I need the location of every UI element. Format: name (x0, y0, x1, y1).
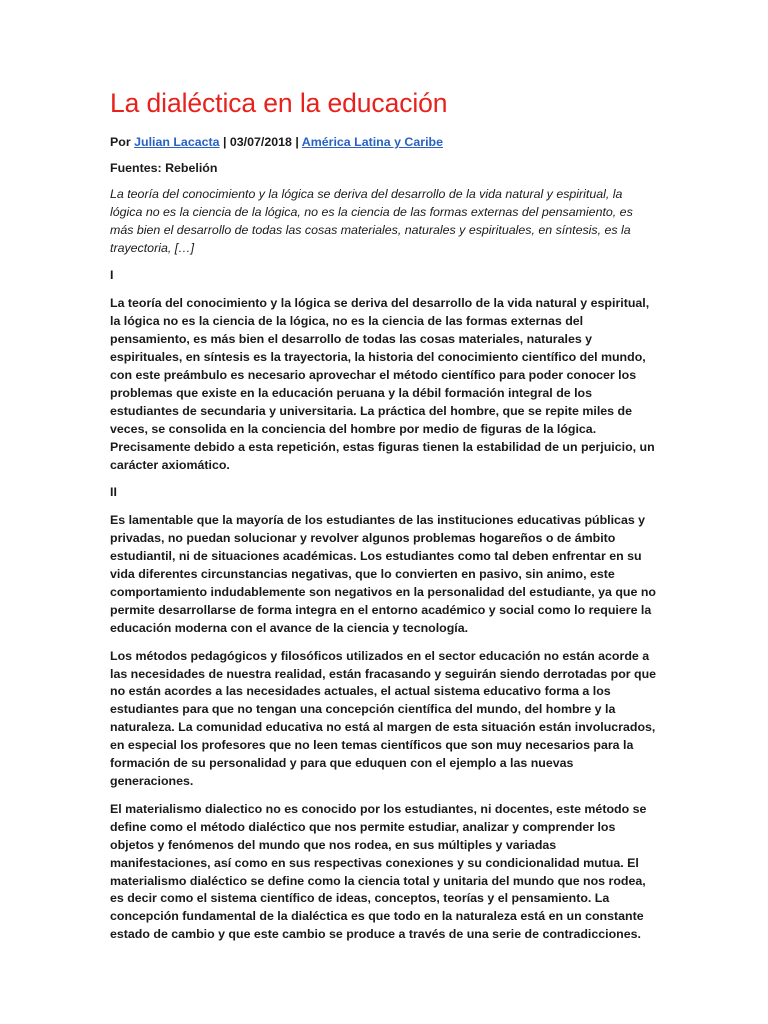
sources-line: Fuentes: Rebelión (110, 160, 218, 175)
byline-separator: | (291, 135, 302, 149)
paragraph-1: La teoría del conocimiento y la lógica se deriva del desarrollo de la vida natural y espiritual, la lógica no es la ciencia de la lógica, no es la ciencia de las formas externas del pensamiento, es más bien el desarrollo de todas las cosas materiales, naturales y espirituales, en síntesis es la trayectoria, la historia del conocimiento científico del mundo, con este preámbulo es necesario aprovechar el método científico para poder conocer los problemas que existe en la educación peruana y la débil formación integral de los estudiantes de secundaria y universitaria. La práctica del hombre, que se repite miles de veces, se consolida en la conciencia del hombre por medio de figuras de la lógica. Precisamente debido a esta repetición, estas figuras tienen la estabilidad de un perjuicio, un carácter axiomático. (110, 296, 655, 472)
article-excerpt: La teoría del conocimiento y la lógica se deriva del desarrollo de la vida natural y espiritual, la lógica no es la ciencia de la lógica, no es la ciencia de las formas externas del pensamiento, es más bien el desarrollo de todas las cosas materiales, naturales y espirituales, en síntesis, es la trayectoria, […] (110, 186, 633, 255)
byline (110, 134, 658, 152)
author-link[interactable]: Julian Lacacta (134, 135, 220, 149)
publish-date: 03/07/2018 (229, 135, 292, 149)
byline-prefix: Por (110, 135, 135, 149)
paragraph-4: El materialismo dialectico no es conocido por los estudiantes, ni docentes, este método se define como el método dialéctico que nos permite estudiar, analizar y comprender los objetos y fenómenos del mundo que nos rodea, en sus múltiples y variadas manifestaciones, así como en sus respectivas conexiones y su condicionalidad mutua. El materialismo dialéctico se define como la ciencia total y unitaria del mundo que nos rodea, es decir como el sistema científico de ideas, conceptos, teorías y el pensamiento. La concepción fundamental de la dialéctica es que todo en la naturaleza está en un constante estado de cambio y que este cambio se produce a través de una serie de contradicciones. (110, 801, 647, 942)
section-heading-2: II (110, 485, 117, 500)
paragraph-2: Es lamentable que la mayoría de los estudiantes de las instituciones educativas públicas y privadas, no puedan solucionar y revolver algunos problemas hogareños o de ámbito estudiantil, ni de situaciones académicas. Los estudiantes como tal deben enfrentar en su vida diferentes circunstancias negativas, que lo convierten en pasivo, sin animo, este comportamiento indudablemente son negativos en la personalidad del estudiante, ya que no permite desarrollarse de forma integra en el entorno académico y social como lo requiere la educación moderna con el avance de la ciencia y tecnología. (110, 513, 656, 635)
section-heading-1: I (110, 268, 114, 283)
paragraph-3: Los métodos pedagógicos y filosóficos utilizados en el sector educación no están acorde a las necesidades de nuestra realidad, están fracasando y seguirán siendo derrotadas por que no están acordes a las necesidades actuales, el actual sistema educativo forma a los estudiantes para que no tengan una concepción científica del mundo, del hombre y la naturaleza. La comunidad educativa no está al margen de esta situación están involucrados, en especial los profesores que no leen temas científicos que son muy necesarios para la formación de su personalidad y para que eduquen con el ejemplo a las nuevas generaciones. (110, 648, 657, 788)
category-link[interactable]: América Latina y Caribe (301, 135, 443, 149)
page-title: La dialéctica en la educación (110, 88, 448, 118)
byline-separator: | (219, 135, 230, 149)
document-page (110, 86, 658, 954)
